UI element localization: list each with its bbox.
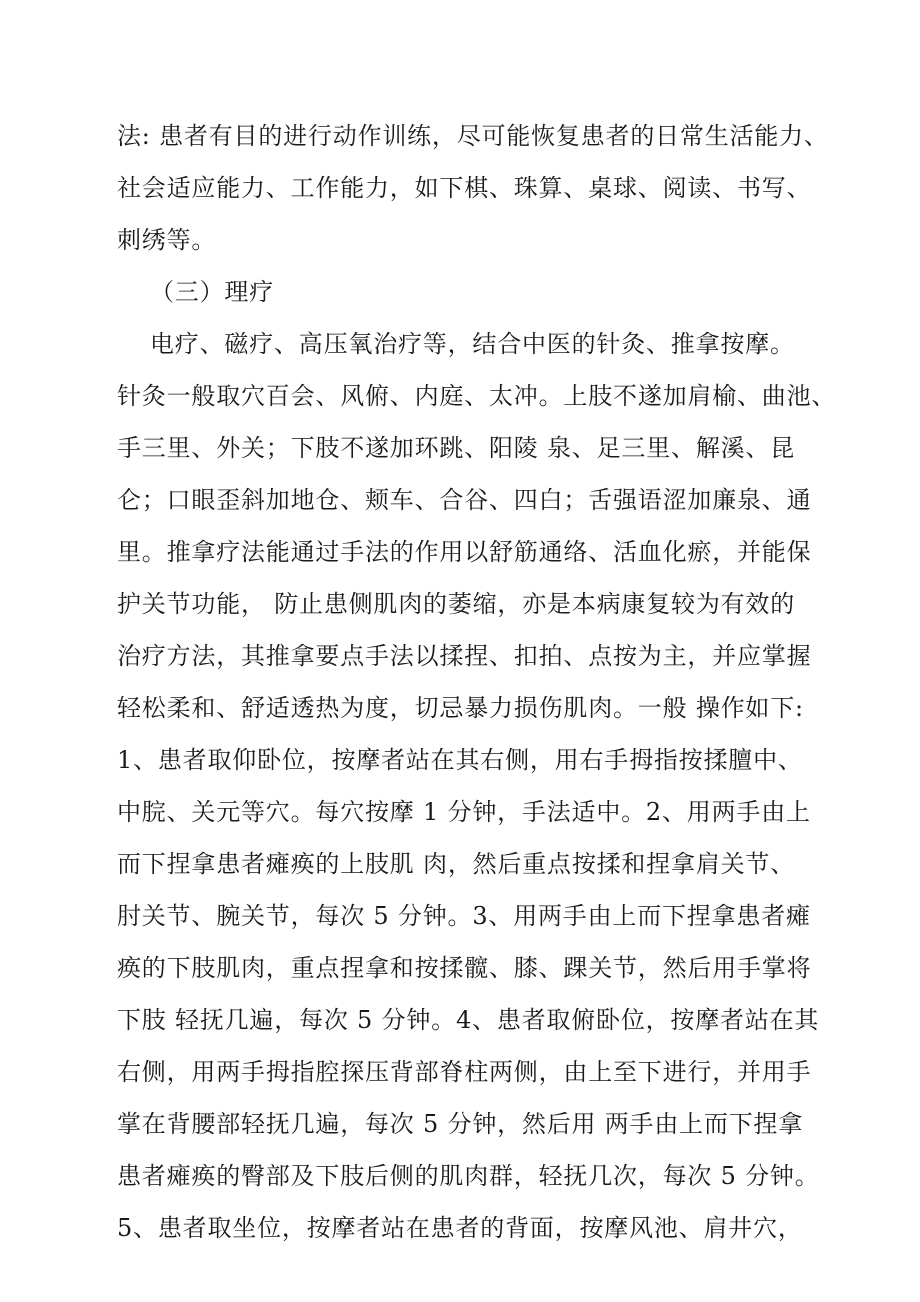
section-heading: （三）理疗 [150, 278, 274, 306]
text-line: 电疗、磁疗、高压氧治疗等，结合中医的针灸、推拿按摩。 [150, 330, 795, 358]
text-line: 法: 患者有目的进行动作训练，尽可能恢复患者的日常生活能力、 [117, 122, 829, 150]
text-line: 轻松柔和、舒适透热为度，切忌暴力损伤肌肉。一般 操作如下: [117, 694, 804, 722]
text-line: 护关节功能， 防止患侧肌肉的萎缩，亦是本病康复较为有效的 [117, 590, 796, 618]
text-line: 右侧，用两手拇指腔探压背部脊柱两侧，由上至下进行，并用手 [117, 1058, 812, 1086]
text-line: 而下捏拿患者瘫痪的上肢肌 肉，然后重点按揉和捏拿肩关节、 [117, 850, 796, 878]
text-line: 患者瘫痪的臀部及下肢后侧的肌肉群，轻抚几次，每次 5 分钟。 [117, 1162, 820, 1190]
text-line: 痪的下肢肌肉，重点捏拿和按揉髋、膝、踝关节，然后用手掌将 [117, 954, 812, 982]
text-line: 下肢 轻抚几遍，每次 5 分钟。4、患者取俯卧位，按摩者站在其 [117, 1006, 820, 1034]
text-line: 手三里、外关；下肢不遂加环跳、阳陵 泉、足三里、解溪、昆 [117, 434, 796, 462]
text-line: 中脘、关元等穴。每穴按摩 1 分钟，手法适中。2、用两手由上 [117, 798, 811, 826]
text-line: 社会适应能力、工作能力，如下棋、珠算、桌球、阅读、书写、 [117, 174, 812, 202]
text-line: 5、患者取坐位，按摩者站在患者的背面，按摩风池、肩井穴， [117, 1214, 803, 1242]
text-line: 里。推拿疗法能通过手法的作用以舒筋通络、活血化瘀，并能保 [117, 538, 812, 566]
text-line: 掌在背腰部轻抚几遍，每次 5 分钟，然后用 两手由上而下捏拿 [117, 1110, 804, 1138]
text-line: 1、患者取仰卧位，按摩者站在其右侧，用右手拇指按揉膻中、 [117, 746, 803, 774]
text-line: 仑；口眼歪斜加地仓、颊车、合谷、四白；舌强语涩加廉泉、通 [117, 486, 812, 514]
text-line: 肘关节、腕关节，每次 5 分钟。3、用两手由上而下捏拿患者瘫 [117, 902, 811, 930]
text-line: 刺绣等。 [117, 226, 217, 254]
text-line: 针灸一般取穴百会、风俯、内庭、太冲。上肢不遂加肩榆、曲池、 [117, 382, 837, 410]
text-line: 治疗方法，其推拿要点手法以揉捏、扣拍、点按为主，并应掌握 [117, 642, 812, 670]
